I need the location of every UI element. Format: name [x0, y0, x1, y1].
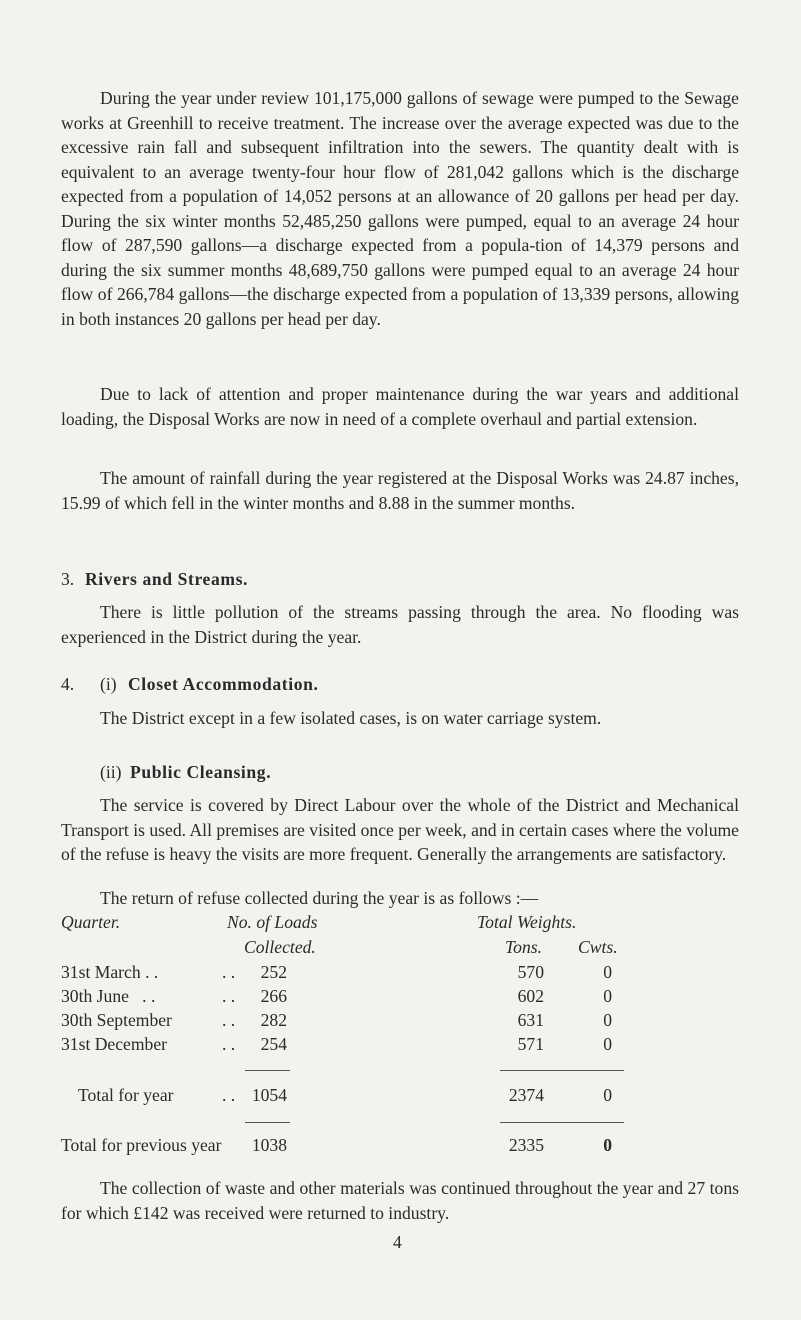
- rule-weights-total: [500, 1070, 624, 1071]
- total-year-cwts: 0: [603, 1085, 612, 1105]
- row-cwts: 0: [603, 986, 612, 1006]
- row-dots: . .: [222, 962, 236, 982]
- total-year-tons: 2374: [508, 1085, 544, 1105]
- row-loads: 252: [260, 962, 287, 982]
- paragraph-sewage: During the year under review 101,175,000 gallons of sewage were pumped to the Sewage works at Greenhill to receive treatment. The increase over the average expected was due to the excessive rain fall and subsequent infiltration into the sewers. The quantity dealt with is equivalent to an average twenty-four hour flow of 281,042 gallons which is the discharge expected from a population of 14,052 persons at an allowance of 20 gallons per head per day. During the six winter months 52,485,250 gallons were pumped, equal to an average 24 hour flow of 287,590 gallons—a discharge expected from a popula-tion of 14,379 persons and during the six summer months 48,689,750 gallons were pumped equal to an average 24 hour flow of 266,784 gallons—the discharge expected from a population of 13,339 persons, allowing in both instances 20 gallons per head per day.: [61, 88, 739, 329]
- heading-cleansing-title: Public Cleansing.: [130, 762, 272, 782]
- table-row-quarter: [61, 961, 158, 983]
- previous-year-label: Total for previous year: [61, 1135, 222, 1155]
- paragraph-waste: The collection of waste and other materials was continued throughout the year and 27 tons for which £142 was received were returned to industry.: [61, 1178, 739, 1223]
- row-loads: 254: [260, 1034, 287, 1054]
- rule-loads-previous: [245, 1122, 290, 1123]
- row-dots: . .: [142, 986, 156, 1006]
- heading-rivers: [61, 567, 248, 591]
- row-dots: . .: [222, 1034, 236, 1054]
- row-quarter-label: 30th June: [61, 986, 129, 1006]
- row-tons: 602: [517, 986, 544, 1006]
- row-dots: . .: [145, 962, 159, 982]
- row-dots: . .: [222, 1010, 236, 1030]
- previous-year-tons: 2335: [508, 1135, 544, 1155]
- header-quarter: Quarter.: [61, 912, 121, 932]
- row-cwts: 0: [603, 1010, 612, 1030]
- row-cwts: 0: [603, 1034, 612, 1054]
- row-quarter-label: 31st March: [61, 962, 141, 982]
- row-dots: . .: [222, 986, 236, 1006]
- heading-closet-sub: (i): [100, 674, 117, 694]
- page-number: 4: [393, 1232, 402, 1252]
- heading-cleansing: [100, 760, 271, 784]
- total-year-loads: 1054: [251, 1085, 287, 1105]
- previous-year-cwts: 0: [603, 1135, 612, 1155]
- header-collected: Collected.: [244, 937, 316, 957]
- row-tons: 571: [517, 1034, 544, 1054]
- heading-closet-number: 4.: [61, 674, 75, 694]
- header-tons: Tons.: [505, 937, 543, 957]
- heading-closet-title: Closet Accommodation.: [128, 674, 319, 694]
- total-year-label: Total for year: [78, 1085, 174, 1105]
- row-quarter-label: 30th September: [61, 1010, 172, 1030]
- table-row-quarter: [61, 985, 155, 1007]
- paragraph-rainfall: The amount of rainfall during the year registered at the Disposal Works was 24.87 inches, 15.99 of which fell in the winter months and 8.88 in the summer months.: [61, 468, 739, 513]
- paragraph-cleansing: The service is covered by Direct Labour over the whole of the District and Mechanical Transport is used. All premises are visited once per week, and in certain cases where the volume of the refuse is heavy the visits are more frequent. Generally the arrangements are satisfactory.: [61, 795, 739, 864]
- table-intro: The return of refuse collected during the year is as follows :—: [100, 888, 539, 908]
- header-total-weights: Total Weights.: [477, 912, 577, 932]
- row-tons: 631: [517, 1010, 544, 1030]
- header-cwts: Cwts.: [578, 937, 618, 957]
- heading-closet: [61, 672, 318, 696]
- previous-year-loads: 1038: [251, 1135, 287, 1155]
- paragraph-closet: The District except in a few isolated cases, is on water carriage system.: [100, 708, 602, 728]
- heading-cleansing-sub: (ii): [100, 762, 122, 782]
- row-cwts: 0: [603, 962, 612, 982]
- paragraph-rivers: There is little pollution of the streams passing through the area. No flooding was experienced in the District during the year.: [61, 602, 739, 647]
- row-tons: 570: [517, 962, 544, 982]
- header-loads: No. of Loads: [227, 912, 318, 932]
- rule-weights-previous: [500, 1122, 624, 1123]
- paragraph-maintenance: Due to lack of attention and proper maintenance during the war years and additional loading, the Disposal Works are now in need of a complete overhaul and partial extension.: [61, 384, 739, 429]
- rule-loads-total: [245, 1070, 290, 1071]
- total-year-dots: . .: [222, 1085, 236, 1105]
- row-loads: 282: [260, 1010, 287, 1030]
- heading-rivers-number: 3.: [61, 569, 75, 589]
- row-loads: 266: [260, 986, 287, 1006]
- row-quarter-label: 31st December: [61, 1034, 168, 1054]
- heading-rivers-title: Rivers and Streams.: [85, 569, 249, 589]
